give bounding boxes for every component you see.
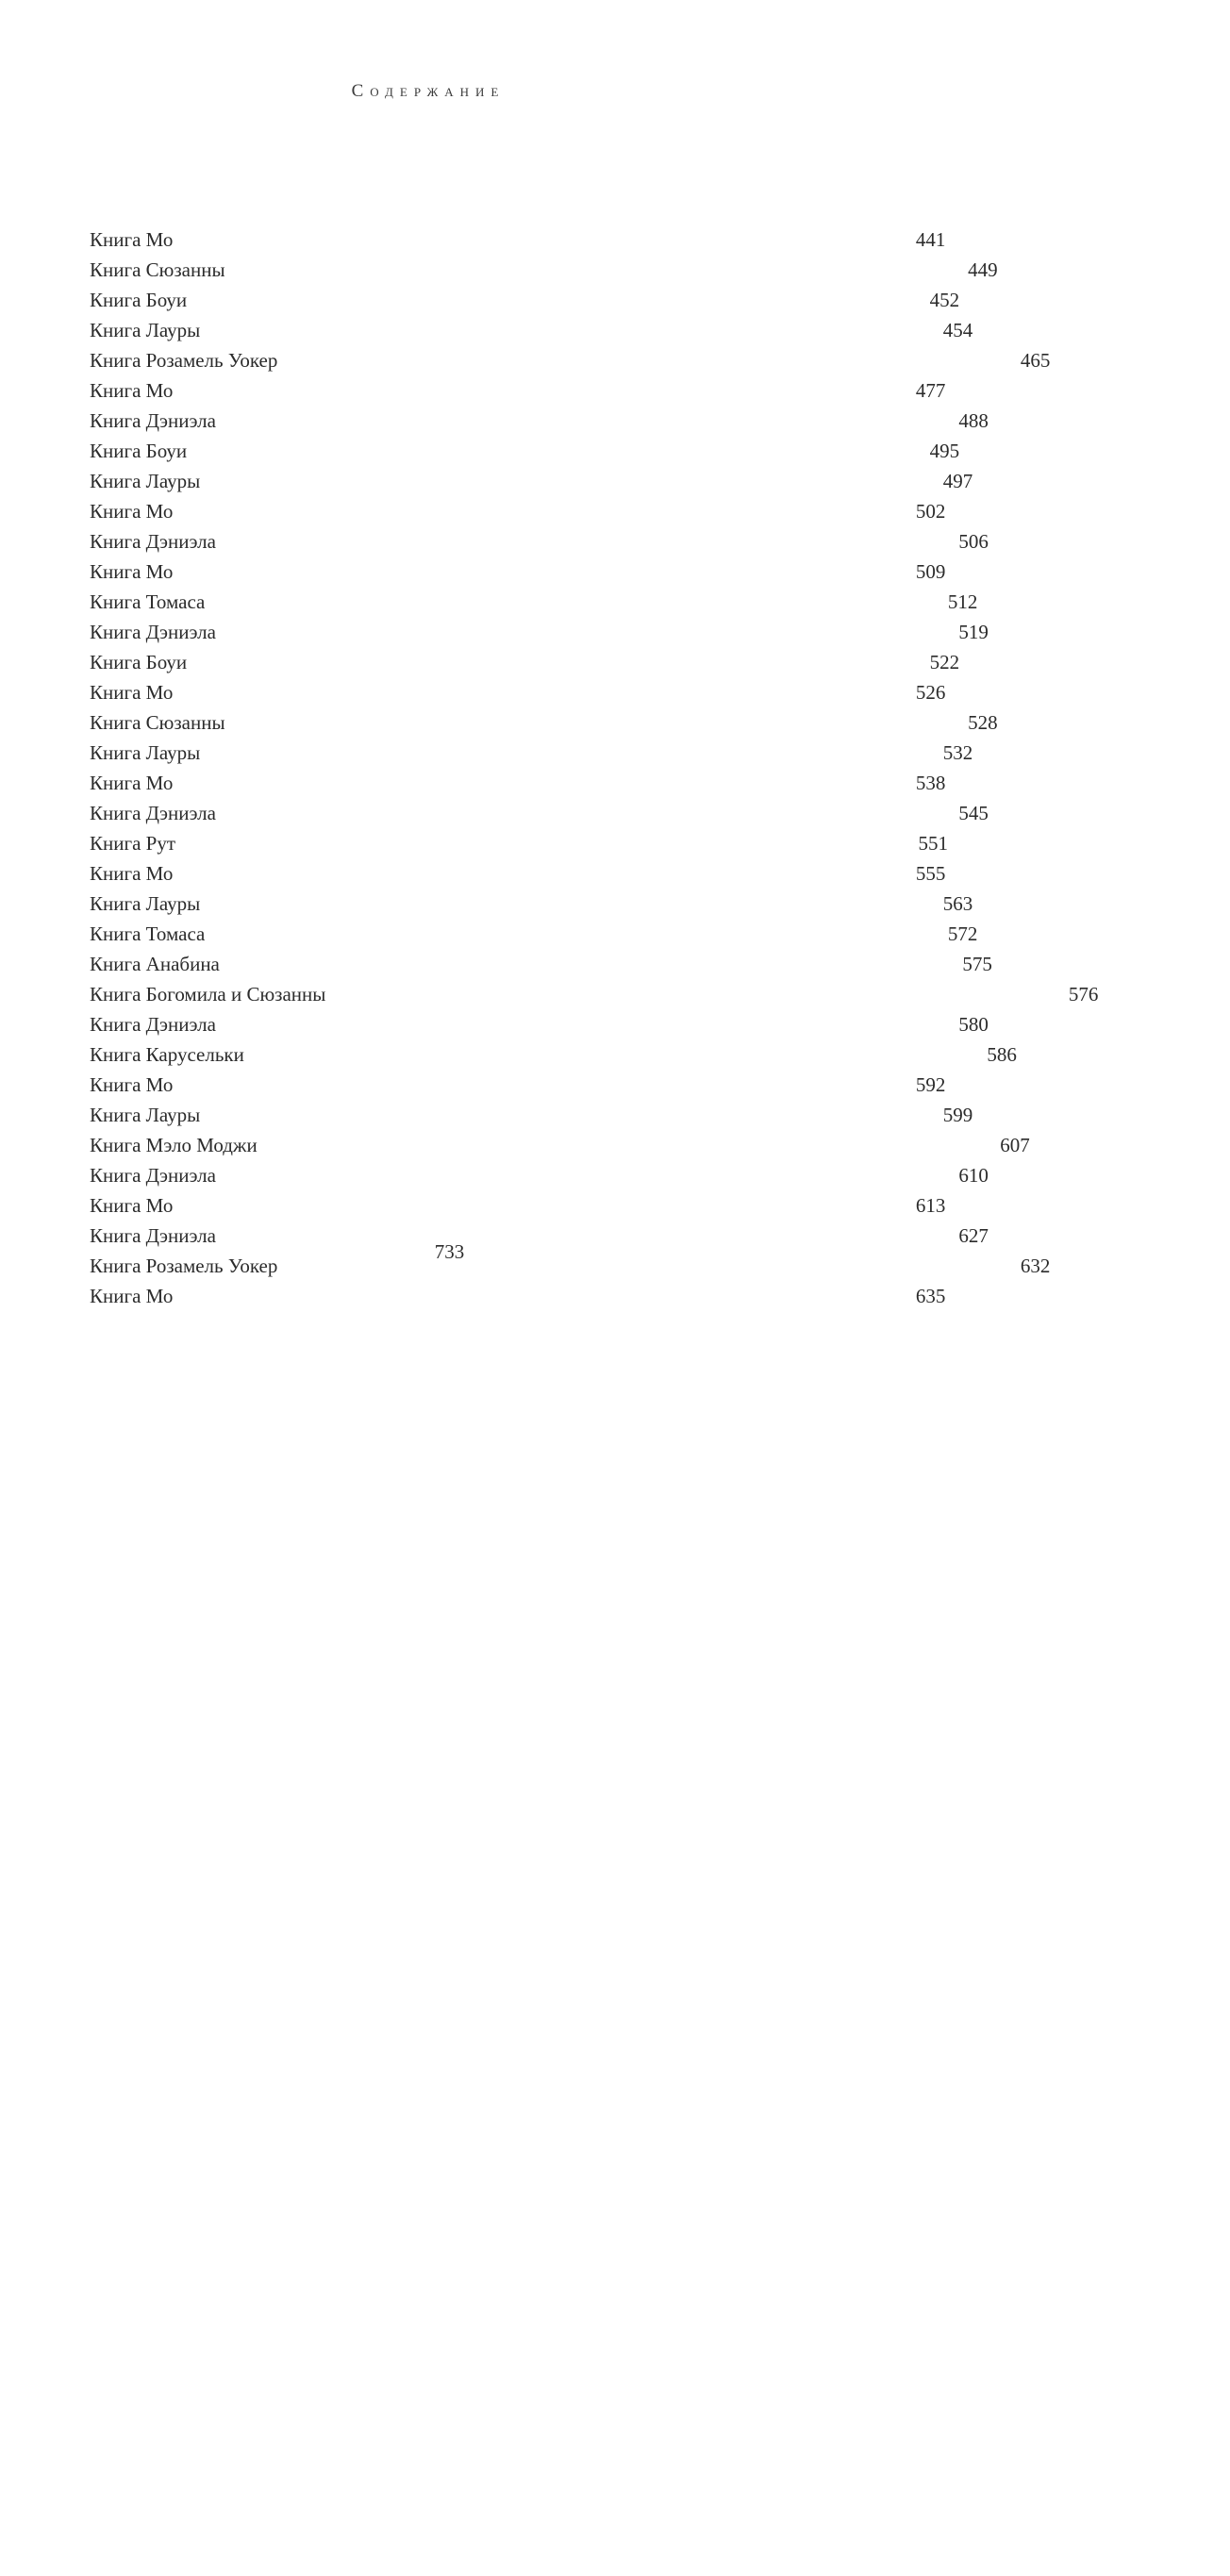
- toc-entry-title: Книга Мо: [90, 862, 174, 885]
- toc-entry-page: 526: [915, 681, 946, 704]
- toc-entry-title: Книга Лауры: [90, 741, 201, 764]
- toc-entry-title: Книга Боуи: [90, 651, 188, 673]
- toc-entry-title: Книга Боуи: [90, 440, 188, 462]
- toc-entry-title: Книга Мо: [90, 1285, 174, 1307]
- toc-entry-page: 613: [915, 1194, 946, 1217]
- toc-entry-page: 497: [942, 470, 973, 492]
- toc-entry-page: 519: [958, 621, 989, 643]
- toc-entry-page: 506: [958, 530, 989, 553]
- toc-entry-page: 538: [915, 772, 946, 794]
- toc-entry-page: 576: [1068, 983, 1099, 1005]
- toc-entry-page: 441: [915, 228, 946, 251]
- toc-entry-title: Книга Дэниэла: [90, 530, 216, 553]
- toc-entry-title: Книга Дэниэла: [90, 409, 216, 432]
- toc-entry-title: Книга Анабина: [90, 953, 220, 975]
- toc-entry-page: 555: [915, 862, 946, 885]
- toc-entry-page: 454: [942, 319, 973, 341]
- toc-entry-title: Книга Томаса: [90, 590, 206, 613]
- toc-entry-title: Книга Мо: [90, 500, 174, 523]
- toc-entry-page: 599: [942, 1104, 973, 1126]
- toc-title: Содержание: [351, 81, 506, 101]
- toc-entry-page: 488: [958, 409, 989, 432]
- toc-entry-page: 528: [968, 711, 998, 734]
- toc-entry-page: 465: [1020, 349, 1051, 372]
- toc-entry-title: Книга Рут: [90, 832, 176, 855]
- toc-entry-title: Книга Лауры: [90, 1104, 201, 1126]
- toc-entry-title: Книга Богомила и Сюзанны: [90, 983, 326, 1005]
- toc-entry-page: 607: [1000, 1134, 1030, 1156]
- toc-entry-title: Книга Сюзанны: [90, 258, 225, 281]
- toc-entry-title: Книга Лауры: [90, 470, 201, 492]
- toc-entry-page: 477: [915, 379, 946, 402]
- toc-entry-title: Книга Дэниэла: [90, 802, 216, 824]
- toc-entry-title: Книга Лауры: [90, 319, 201, 341]
- toc-entry-page: 572: [947, 922, 978, 945]
- toc-entry-page: 580: [958, 1013, 989, 1036]
- toc-entry-title: Книга Дэниэла: [90, 1013, 216, 1036]
- toc-entry-page: 545: [958, 802, 989, 824]
- toc-entry-title: Книга Розамель Уокер: [90, 1255, 278, 1277]
- toc-entry-page: 532: [942, 741, 973, 764]
- toc-entry-title: Книга Розамель Уокер: [90, 349, 278, 372]
- toc-entry-title: Книга Мо: [90, 560, 174, 583]
- toc-entry-title: Книга Мо: [90, 1194, 174, 1217]
- toc-entry-title: Книга Мэло Моджи: [90, 1134, 258, 1156]
- toc-entry-page: 563: [942, 892, 973, 915]
- toc-entry-title: Книга Дэниэла: [90, 1224, 216, 1247]
- toc-entry-title: Книга Сюзанны: [90, 711, 225, 734]
- toc-entry-page: 551: [918, 832, 949, 855]
- toc-entry-page: 522: [929, 651, 960, 673]
- toc-entry-page: 610: [958, 1164, 989, 1187]
- page-number: 733: [434, 1240, 465, 1263]
- toc-entry-title: Книга Дэниэла: [90, 621, 216, 643]
- toc-entry-page: 575: [962, 953, 992, 975]
- toc-entry-page: 586: [987, 1043, 1017, 1066]
- toc-entry-title: Книга Мо: [90, 1073, 174, 1096]
- toc-entry: [90, 143, 946, 251]
- toc-entry-page: 627: [958, 1224, 989, 1247]
- toc-entry-page: 452: [929, 289, 960, 311]
- toc-entry-page: 509: [915, 560, 946, 583]
- toc-entry-title: Книга Мо: [90, 379, 174, 402]
- toc-entry-page: 495: [929, 440, 960, 462]
- book-page: [0, 0, 1099, 1376]
- toc-entry-page: 449: [968, 258, 998, 281]
- toc-entry-title: Книга Мо: [90, 681, 174, 704]
- toc-entry-page: 592: [915, 1073, 946, 1096]
- toc-entry-page: 632: [1020, 1255, 1051, 1277]
- toc-entry-page: 512: [947, 590, 978, 613]
- toc-entry-title: Книга Томаса: [90, 922, 206, 945]
- toc-entry-page: 502: [915, 500, 946, 523]
- toc-entry-title: Книга Лауры: [90, 892, 201, 915]
- toc-entry-title: Книга Мо: [90, 772, 174, 794]
- toc-entry-title: Книга Боуи: [90, 289, 188, 311]
- toc-entry-title: Книга Карусельки: [90, 1043, 244, 1066]
- toc-entry-title: Книга Дэниэла: [90, 1164, 216, 1187]
- toc-entry-page: 635: [915, 1285, 946, 1307]
- toc-entry-title: Книга Мо: [90, 228, 174, 251]
